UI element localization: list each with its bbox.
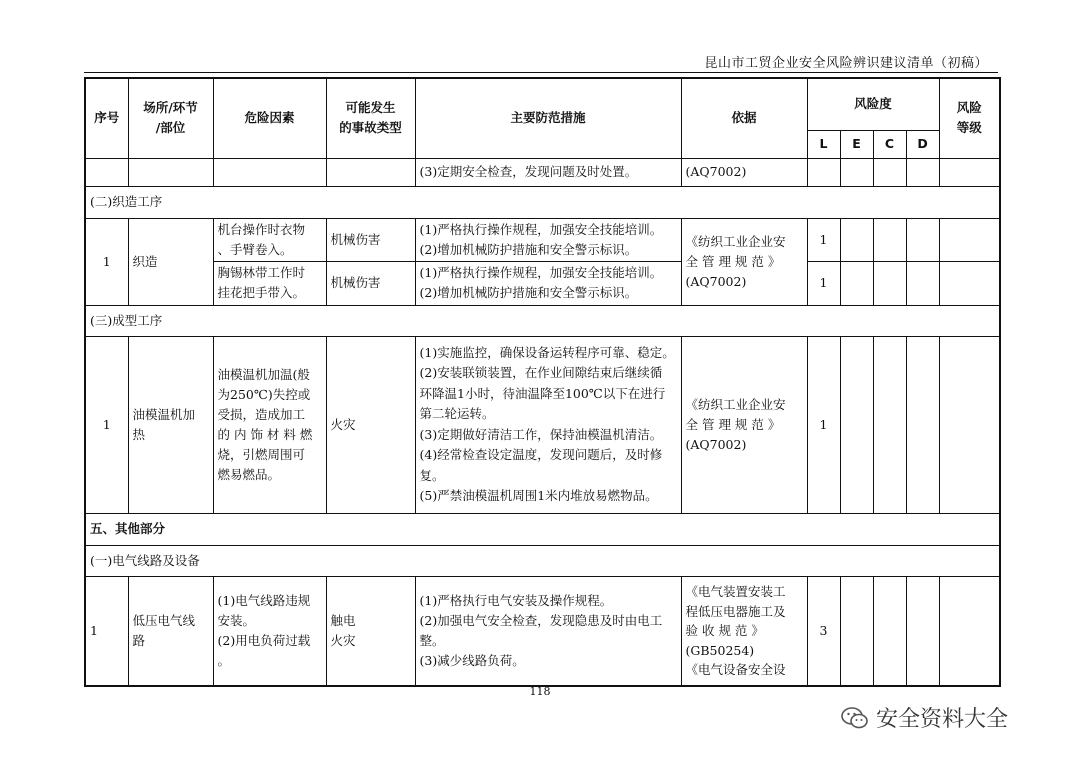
accident-cell: 机械伤害	[326, 218, 415, 261]
accident-cell: 火灾	[326, 336, 415, 513]
table-row	[85, 261, 1000, 305]
header-measures: 主要防范措施	[415, 78, 681, 158]
table-row	[85, 576, 1000, 686]
header-C: C	[873, 130, 906, 158]
table-row	[85, 336, 1000, 513]
place-cell: 低压电气线 路	[128, 576, 213, 686]
accident-cell: 机械伤害	[326, 261, 415, 305]
wechat-icon	[840, 705, 870, 731]
measure-cell: (1)实施监控，确保设备运转程序可靠、稳定。 (2)安装联锁装置，在作业间隙结束后继续循 环降温1小时，待油温降至100℃以下在进行 第二轮运转。 (3)定期做好清洁工作，保持油模温机清洁。 (4)经常检查设定温度，发现问题后，及时修 复。 (5)严禁油模温机周围1米内堆放易燃物品。	[415, 336, 681, 513]
hazard-cell: 机台操作时衣物 、手臂卷入。	[213, 218, 326, 261]
basis-cell: 《纺织工业企业安 全 管 理 规 范 》 (AQ7002)	[681, 218, 807, 305]
accident-cell: 触电 火灾	[326, 576, 415, 686]
section-electric: (一)电气线路及设备	[85, 545, 1000, 576]
header-hazard: 危险因素	[213, 78, 326, 158]
L-cell: 1	[807, 218, 840, 261]
header-rule	[84, 72, 998, 73]
measure-cell: (3)定期安全检查，发现问题及时处置。	[415, 158, 681, 186]
section-row	[85, 513, 1000, 545]
basis-cell: (AQ7002)	[681, 158, 807, 186]
risk-table	[84, 77, 1001, 687]
header-place: 场所/环节 /部位	[128, 78, 213, 158]
seq-cell: 1	[85, 218, 128, 305]
watermark-text: 安全资料大全	[876, 707, 1009, 732]
section-forming: (三)成型工序	[85, 305, 1000, 336]
place-cell: 油模温机加 热	[128, 336, 213, 513]
place-cell: 织造	[128, 218, 213, 305]
header-accident: 可能发生 的事故类型	[326, 78, 415, 158]
section-weaving: (二)织造工序	[85, 186, 1000, 218]
section-row	[85, 186, 1000, 218]
header-row	[85, 78, 1000, 130]
table-row	[85, 218, 1000, 261]
page-number: 118	[529, 685, 551, 698]
hazard-cell: 油模温机加温(般 为250℃)失控或 受损，造成加工 的 内 饰 材 料 燃 烧，引燃周围可 燃易燃品。	[213, 336, 326, 513]
basis-cell: 《电气装置安装工 程低压电器施工及 验 收 规 范 》 (GB50254) 《电气设备安全设	[681, 576, 807, 686]
header-L: L	[807, 130, 840, 158]
hazard-cell: (1)电气线路违规 安装。 (2)用电负荷过载 。	[213, 576, 326, 686]
section-other: 五、其他部分	[85, 513, 1000, 545]
basis-cell: 《纺织工业企业安 全 管 理 规 范 》 (AQ7002)	[681, 336, 807, 513]
L-cell: 3	[807, 576, 840, 686]
table-row	[85, 158, 1000, 186]
header-basis: 依据	[681, 78, 807, 158]
measure-cell: (1)严格执行电气安装及操作规程。 (2)加强电气安全检查，发现隐患及时由电工 整。 (3)减少线路负荷。	[415, 576, 681, 686]
header-seq: 序号	[85, 78, 128, 158]
measure-cell: (1)严格执行操作规程，加强安全技能培训。 (2)增加机械防护措施和安全警示标识。	[415, 261, 681, 305]
document-title: 昆山市工贸企业安全风险辨识建议清单（初稿）	[704, 56, 988, 71]
header-D: D	[906, 130, 939, 158]
header-risk: 风险度	[807, 78, 939, 130]
section-row	[85, 545, 1000, 576]
L-cell: 1	[807, 261, 840, 305]
L-cell: 1	[807, 336, 840, 513]
seq-cell: 1	[85, 576, 128, 686]
hazard-cell: 胸锡林带工作时 挂花把手带入。	[213, 261, 326, 305]
watermark	[840, 702, 1008, 733]
header-E: E	[840, 130, 873, 158]
section-row	[85, 305, 1000, 336]
header-level: 风险 等级	[939, 78, 1000, 158]
seq-cell: 1	[85, 336, 128, 513]
measure-cell: (1)严格执行操作规程，加强安全技能培训。 (2)增加机械防护措施和安全警示标识。	[415, 218, 681, 261]
